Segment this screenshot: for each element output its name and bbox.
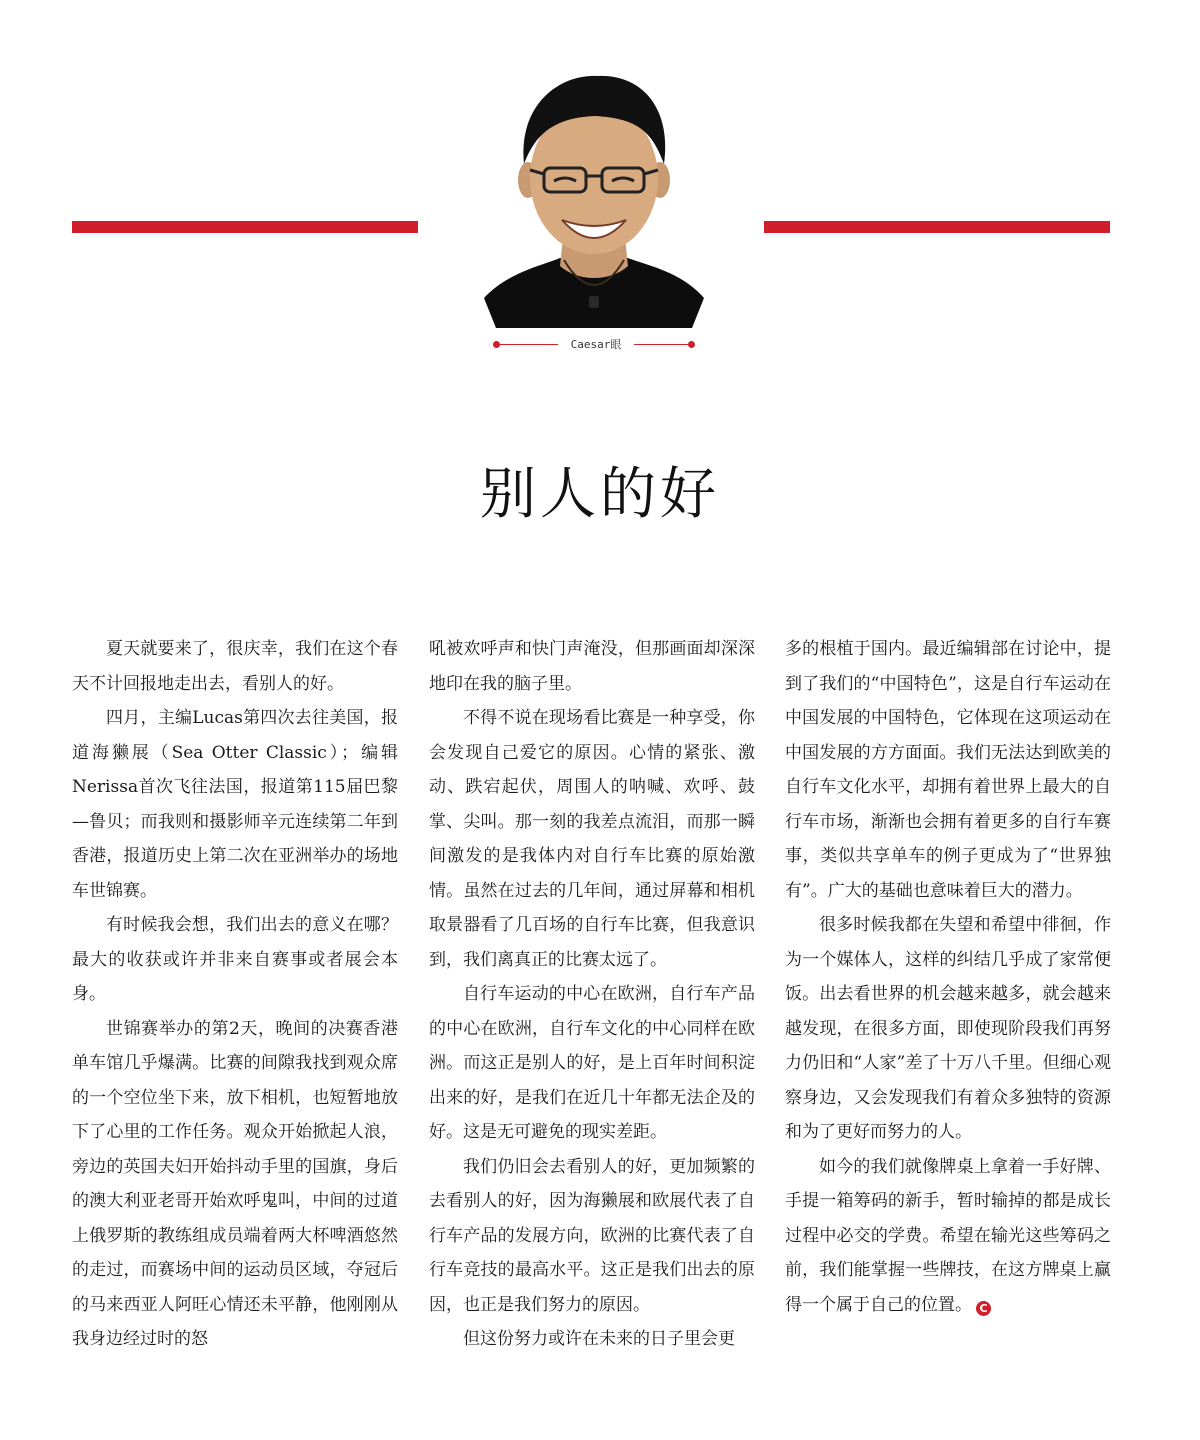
paragraph-text: 世锦赛举办的第2天，晚间的决赛香港单车馆几乎爆满。比赛的间隙我找到观众席的一个空位坐下来，放下相机，也短暂地放下了心里的工作任务。观众开始掀起人浪，旁边的英国夫妇开始抖动手里的国旗，身后的澳大利亚老哥开始欢呼鬼叫，中间的过道上俄罗斯的教练组成员端着两大杯啤酒悠然的走过，而赛场中间的运动员区域，夺冠后的马来西亚人阿旺心情还未平静，他刚刚从我身边经过时的怒 <box>72 1018 398 1349</box>
paragraph-text: 多的根植于国内。最近编辑部在讨论中，提到了我们的“中国特色”，这是自行车运动在中国发展的中国特色，它体现在这项运动在中国发展的方方面面。我们无法达到欧美的自行车文化水平，却拥有着世界上最大的自行车市场，渐渐也会拥有着更多的自行车赛事，类似共享单车的例子更成为了“世界独有”。广大的基础也意味着巨大的潜力。 <box>785 639 1111 901</box>
paragraph-text: 四月，主编Lucas第四次去往美国，报道海獭展（Sea Otter Classic）；编辑Nerissa首次飞往法国，报道第115届巴黎—鲁贝；而我则和摄影师辛元连续第二年到香港，报道历史上第二次在亚洲举办的场地车世锦赛。 <box>72 708 398 901</box>
article-paragraph <box>429 701 755 977</box>
paragraph-text: 吼被欢呼声和快门声淹没，但那画面却深深地印在我的脑子里。 <box>429 639 755 694</box>
article-column-2 <box>429 632 755 1357</box>
article-paragraph <box>785 632 1111 908</box>
paragraph-text: 很多时候我都在失望和希望中徘徊，作为一个媒体人，这样的纠结几乎成了家常便饭。出去看世界的机会越来越多，就会越来越发现，在很多方面，即使现阶段我们再努力仍旧和“人家”差了十万八千里。但细心观察身边，又会发现我们有着众多独特的资源和为了更好而努力的人。 <box>785 915 1111 1142</box>
article-paragraph <box>72 1012 398 1357</box>
right-red-rule <box>764 221 1110 233</box>
paragraph-text: 我们仍旧会去看别人的好，更加频繁的去看别人的好，因为海獭展和欧展代表了自行车产品的发展方向，欧洲的比赛代表了自行车竞技的最高水平。这正是我们出去的原因，也正是我们努力的原因。 <box>429 1156 755 1315</box>
paragraph-text: 但这份努力或许在未来的日子里会更 <box>463 1329 735 1349</box>
article-paragraph <box>429 1322 755 1357</box>
article-paragraph <box>429 1150 755 1323</box>
paragraph-text: 如今的我们就像牌桌上拿着一手好牌、手提一箱筹码的新手，暂时输掉的都是成长过程中必交的学费。希望在输光这些筹码之前，我们能掌握一些牌技，在这方牌桌上赢得一个属于自己的位置。 <box>785 1156 1111 1315</box>
byline-left-line <box>498 344 558 345</box>
article-paragraph <box>72 632 398 701</box>
paragraph-text: 不得不说在现场看比赛是一种享受，你会发现自己爱它的原因。心情的紧张、激动、跌宕起伏，周围人的呐喊、欢呼、鼓掌、尖叫。那一刻的我差点流泪，而那一瞬间激发的是我体内对自行车比赛的原始激情。虽然在过去的几年间，通过屏幕和相机取景器看了几百场的自行车比赛，但我意识到，我们离真正的比赛太远了。 <box>429 708 755 970</box>
article-title: 别人的好 <box>480 462 720 527</box>
article-paragraph <box>785 908 1111 1150</box>
byline <box>490 334 700 356</box>
paragraph-text: 有时候我会想，我们出去的意义在哪？最大的收获或许并非来自赛事或者展会本身。 <box>72 915 398 1004</box>
article-column-3 <box>785 632 1111 1322</box>
article-paragraph <box>429 977 755 1150</box>
article-column-1 <box>72 632 398 1357</box>
paragraph-text: 夏天就要来了，很庆幸，我们在这个春天不计回报地走出去，看别人的好。 <box>72 639 398 694</box>
article-paragraph <box>429 632 755 701</box>
author-name: Caesar眼 <box>570 338 622 351</box>
paragraph-text: 自行车运动的中心在欧洲，自行车产品的中心在欧洲，自行车文化的中心同样在欧洲。而这正是别人的好，是上百年时间积淀出来的好，是我们在近几十年都无法企及的好。这是无可避免的现实差距。 <box>429 984 755 1142</box>
left-red-rule <box>72 221 418 233</box>
article-paragraph <box>785 1150 1111 1323</box>
author-portrait <box>478 60 710 332</box>
end-mark-icon: C <box>976 1301 991 1316</box>
byline-right-line <box>634 344 690 345</box>
article-paragraph <box>72 701 398 908</box>
article-paragraph <box>72 908 398 1012</box>
byline-right-dot <box>688 341 695 348</box>
